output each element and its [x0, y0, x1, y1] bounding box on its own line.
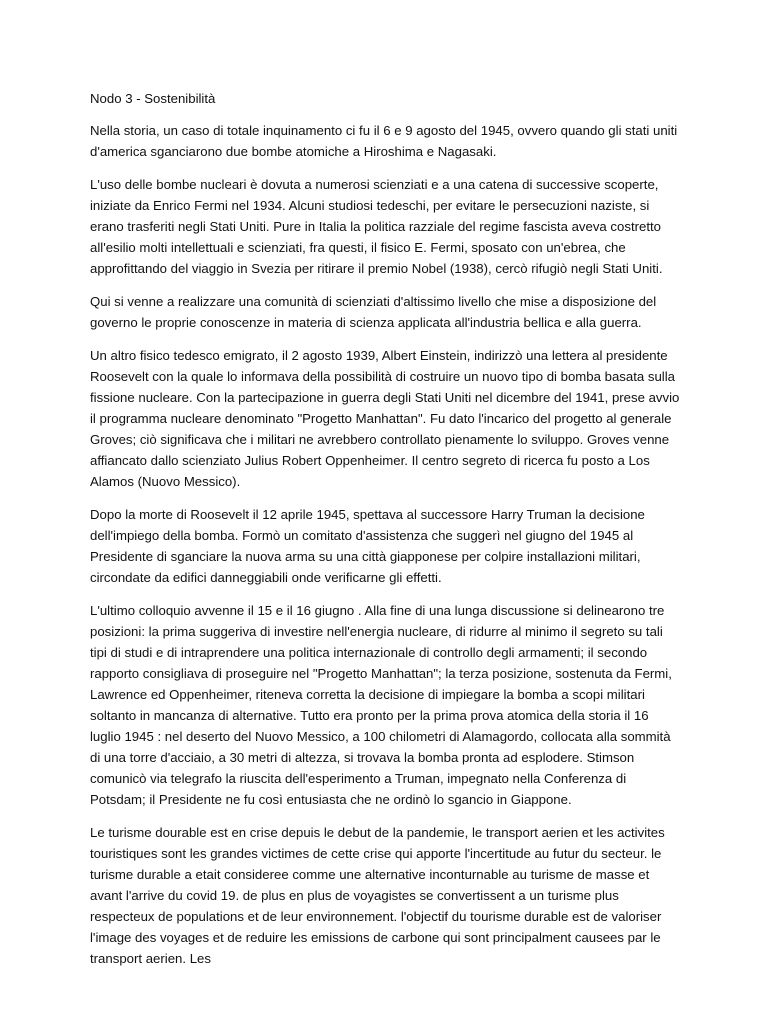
paragraph-scientists-community: Qui si venne a realizzare una comunità di scienziati d'altissimo livello che mise a disposizione del governo le proprie conoscenze in materia di scienza applicata all'industria bellica e alla guerra.: [90, 294, 657, 330]
paragraph-fermi: L'uso delle bombe nucleari è dovuta a numerosi scienziati e a una catena di successive scoperte, iniziate da Enrico Fermi nel 1934. Alcuni studiosi tedeschi, per evitare le persecuzioni naziste, si erano trasferiti negli Stati Uniti. Pure in Italia la politica razziale del regime fascista aveva costretto all'esilio molti intellettuali e scienziati, fra questi, il fisico E. Fermi, sposato con un'ebrea, che approfittando del viaggio in Svezia per ritirare il premio Nobel (1938), cercò rifugiò negli Stati Uniti.: [90, 177, 663, 276]
document-title: Nodo 3 - Sostenibilità: [90, 91, 216, 106]
paragraph-sustainable-tourism: Le turisme dourable est en crise depuis le debut de la pandemie, le transport aerien et les activites touristiques sont les grandes victimes de cette crise qui apporte l'incertitude au futur du secteur. le turisme durable a etait consideree comme une alternative inconturnable au turisme de masse et avant l'arrive du covid 19. de plus en plus de voyagistes se convertissent a un turisme plus respecteux de populations et de leur environnement. l'objectif du tourisme durable est de valoriser l'image des voyages et de reduire les emissions de carbone qui sont principalment causees par le transport aerien. Les: [90, 825, 665, 966]
paragraph-hiroshima: Nella storia, un caso di totale inquinamento ci fu il 6 e 9 agosto del 1945, ovvero quando gli stati uniti d'america sganciarono due bombe atomiche a Hiroshima e Nagasaki.: [90, 123, 678, 159]
paragraph-truman: Dopo la morte di Roosevelt il 12 aprile 1945, spettava al successore Harry Truman la decisione dell'impiego della bomba. Formò un comitato d'assistenza che suggerì nel giugno del 1945 al Presidente di sganciare la nuova arma su una città giapponese per colpire installazioni militari, circondate da edifici danneggiabili onde verificarne gli effetti.: [90, 507, 645, 585]
paragraph-last-meeting: L'ultimo colloquio avvenne il 15 e il 16 giugno . Alla fine di una lunga discussione si delinearono tre posizioni: la prima suggeriva di investire nell'energia nucleare, di ridurre al minimo il segreto su tali tipi di studi e di intraprendere una politica internazionale di controllo degli armamenti; il secondo rapporto consigliava di proseguire nel "Progetto Manhattan"; la terza posizione, sostenuta da Fermi, Lawrence ed Oppenheimer, riteneva corretta la decisione di impiegare la bomba a scopi militari soltanto in mancanza di alternative. Tutto era pronto per la prima prova atomica della storia il 16 luglio 1945 : nel deserto del Nuovo Messico, a 100 chilometri di Alamagordo, collocata alla sommità di una torre d'acciaio, a 30 metri di altezza, si trovava la bomba pronta ad esplodere. Stimson comunicò via telegrafo la riuscita dell'esperimento a Truman, impegnato nella Conferenza di Potsdam; il Presidente ne fu così entusiasta che ne ordinò lo sgancio in Giappone.: [90, 603, 672, 807]
paragraph-einstein-manhattan: Un altro fisico tedesco emigrato, il 2 agosto 1939, Albert Einstein, indirizzò una lettera al presidente Roosevelt con la quale lo informava della possibilità di costruire un nuovo tipo di bomba basata sulla fissione nucleare. Con la partecipazione in guerra degli Stati Uniti nel dicembre del 1941, prese avvio il programma nucleare denominato "Progetto Manhattan". Fu dato l'incarico del progetto al generale Groves; ciò significava che i militari ne avrebbero controllato pienamente lo sviluppo. Groves venne affiancato dallo scienziato Julius Robert Oppenheimer. Il centro segreto di ricerca fu posto a Los Alamos (Nuovo Messico).: [90, 348, 680, 489]
document-page: [90, 88, 680, 1024]
